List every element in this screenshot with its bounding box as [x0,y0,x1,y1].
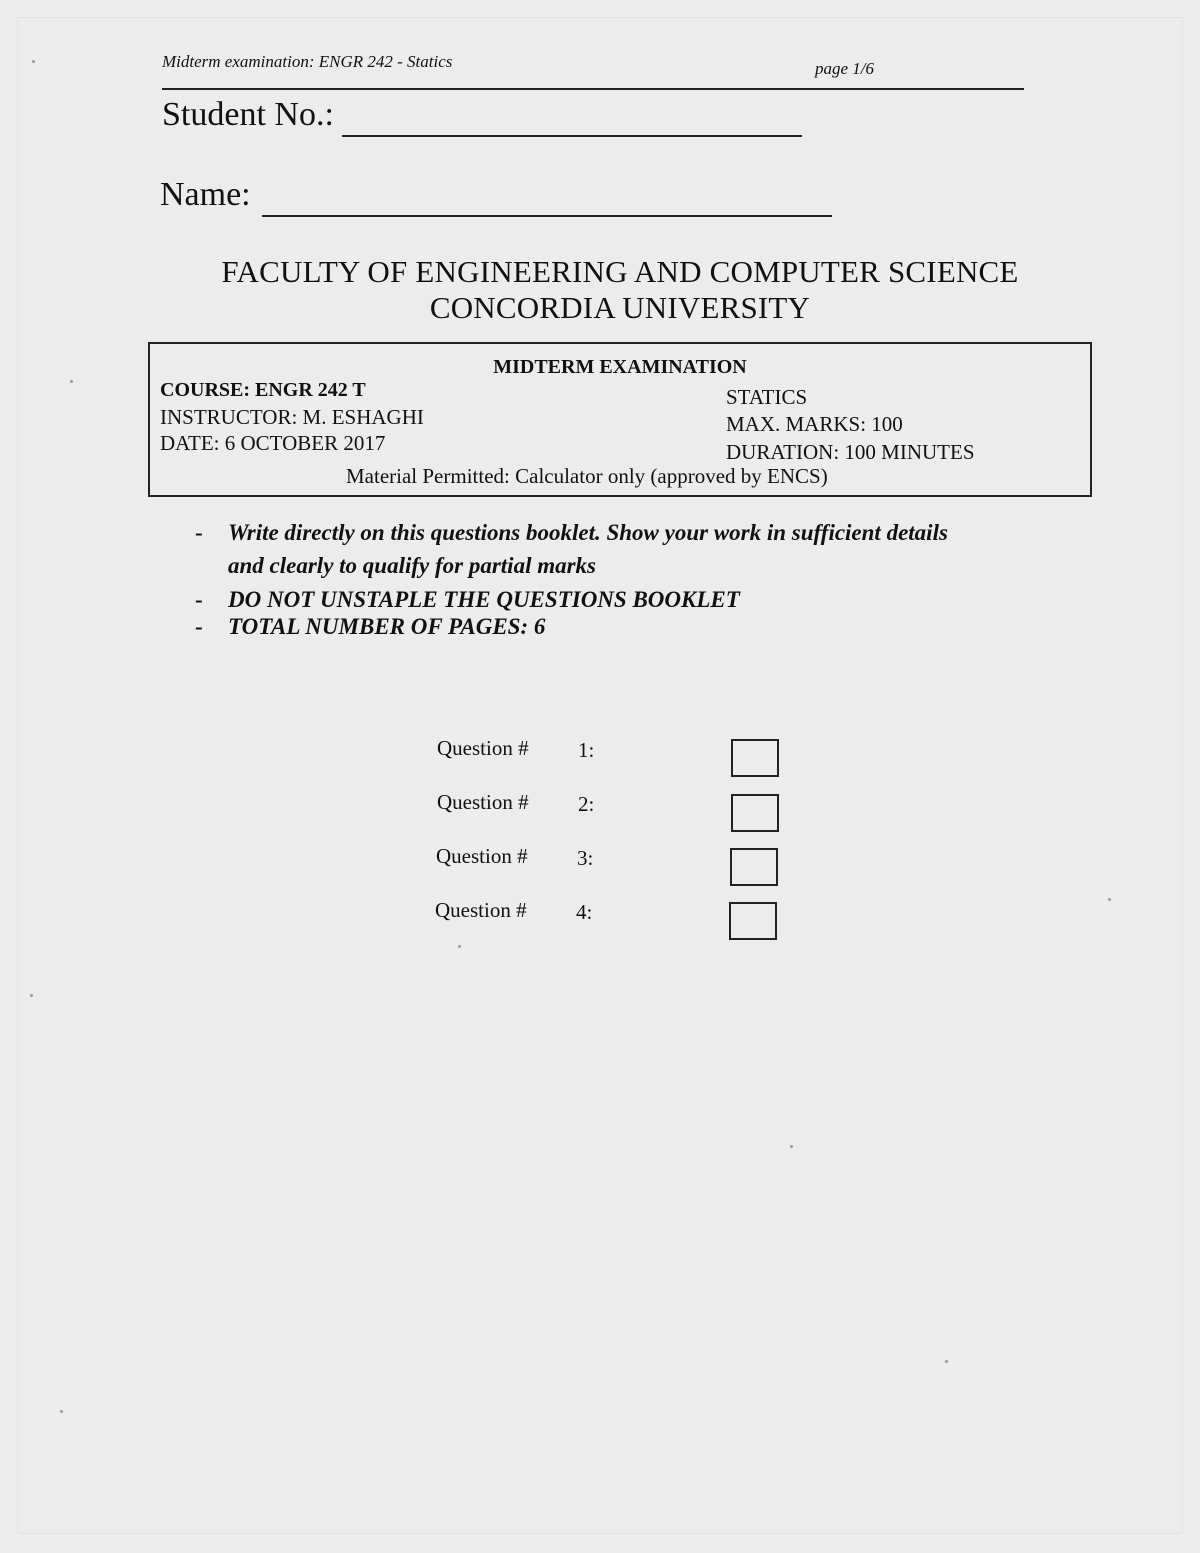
header-course-title: Midterm examination: ENGR 242 - Statics [162,52,453,71]
faculty-title: FACULTY OF ENGINEERING AND COMPUTER SCIENCE [221,254,1019,289]
scan-speck [458,945,461,948]
exam-course: COURSE: ENGR 242 T [160,379,366,401]
question-number: 2: [578,792,595,816]
university-title: CONCORDIA UNIVERSITY [429,290,811,325]
name-label: Name: [160,176,251,213]
question-score-box[interactable] [730,848,778,886]
exam-page [18,18,1182,1533]
question-number: 3: [577,846,594,870]
name-blank[interactable] [262,215,832,217]
exam-max-marks: MAX. MARKS: 100 [726,412,903,436]
question-label: Question # [437,736,529,760]
page-number: page 1/6 [815,59,875,78]
exam-material-permitted: Material Permitted: Calculator only (approved by ENCS) [346,464,828,488]
scan-speck [60,1410,63,1413]
scan-speck [70,380,73,383]
scan-speck [1108,898,1111,901]
scan-speck [790,1145,793,1148]
exam-date: DATE: 6 OCTOBER 2017 [160,431,386,455]
instruction-item: - Write directly on this questions booklet. Show your work in sufficient details [195,520,948,545]
student-no-blank[interactable] [342,135,802,137]
exam-subject: STATICS [726,385,808,409]
question-number: 4: [576,900,593,924]
instruction-item: - TOTAL NUMBER OF PAGES: 6 [195,614,546,639]
exam-duration: DURATION: 100 MINUTES [726,440,975,464]
scan-speck [945,1360,948,1363]
question-label: Question # [437,790,529,814]
question-score-box[interactable] [731,739,779,777]
student-no-label: Student No.: [162,96,334,133]
instruction-item: - DO NOT UNSTAPLE THE QUESTIONS BOOKLET [195,587,740,612]
question-score-box[interactable] [731,794,779,832]
scan-speck [32,60,35,63]
instruction-item-continuation: and clearly to qualify for partial marks [228,553,596,578]
question-number: 1: [578,738,595,762]
exam-instructor: INSTRUCTOR: M. ESHAGHI [160,405,424,429]
question-label: Question # [436,844,528,868]
question-score-box[interactable] [729,902,777,940]
scan-speck [30,994,33,997]
exam-box-title: MIDTERM EXAMINATION [493,356,747,378]
question-label: Question # [435,898,527,922]
